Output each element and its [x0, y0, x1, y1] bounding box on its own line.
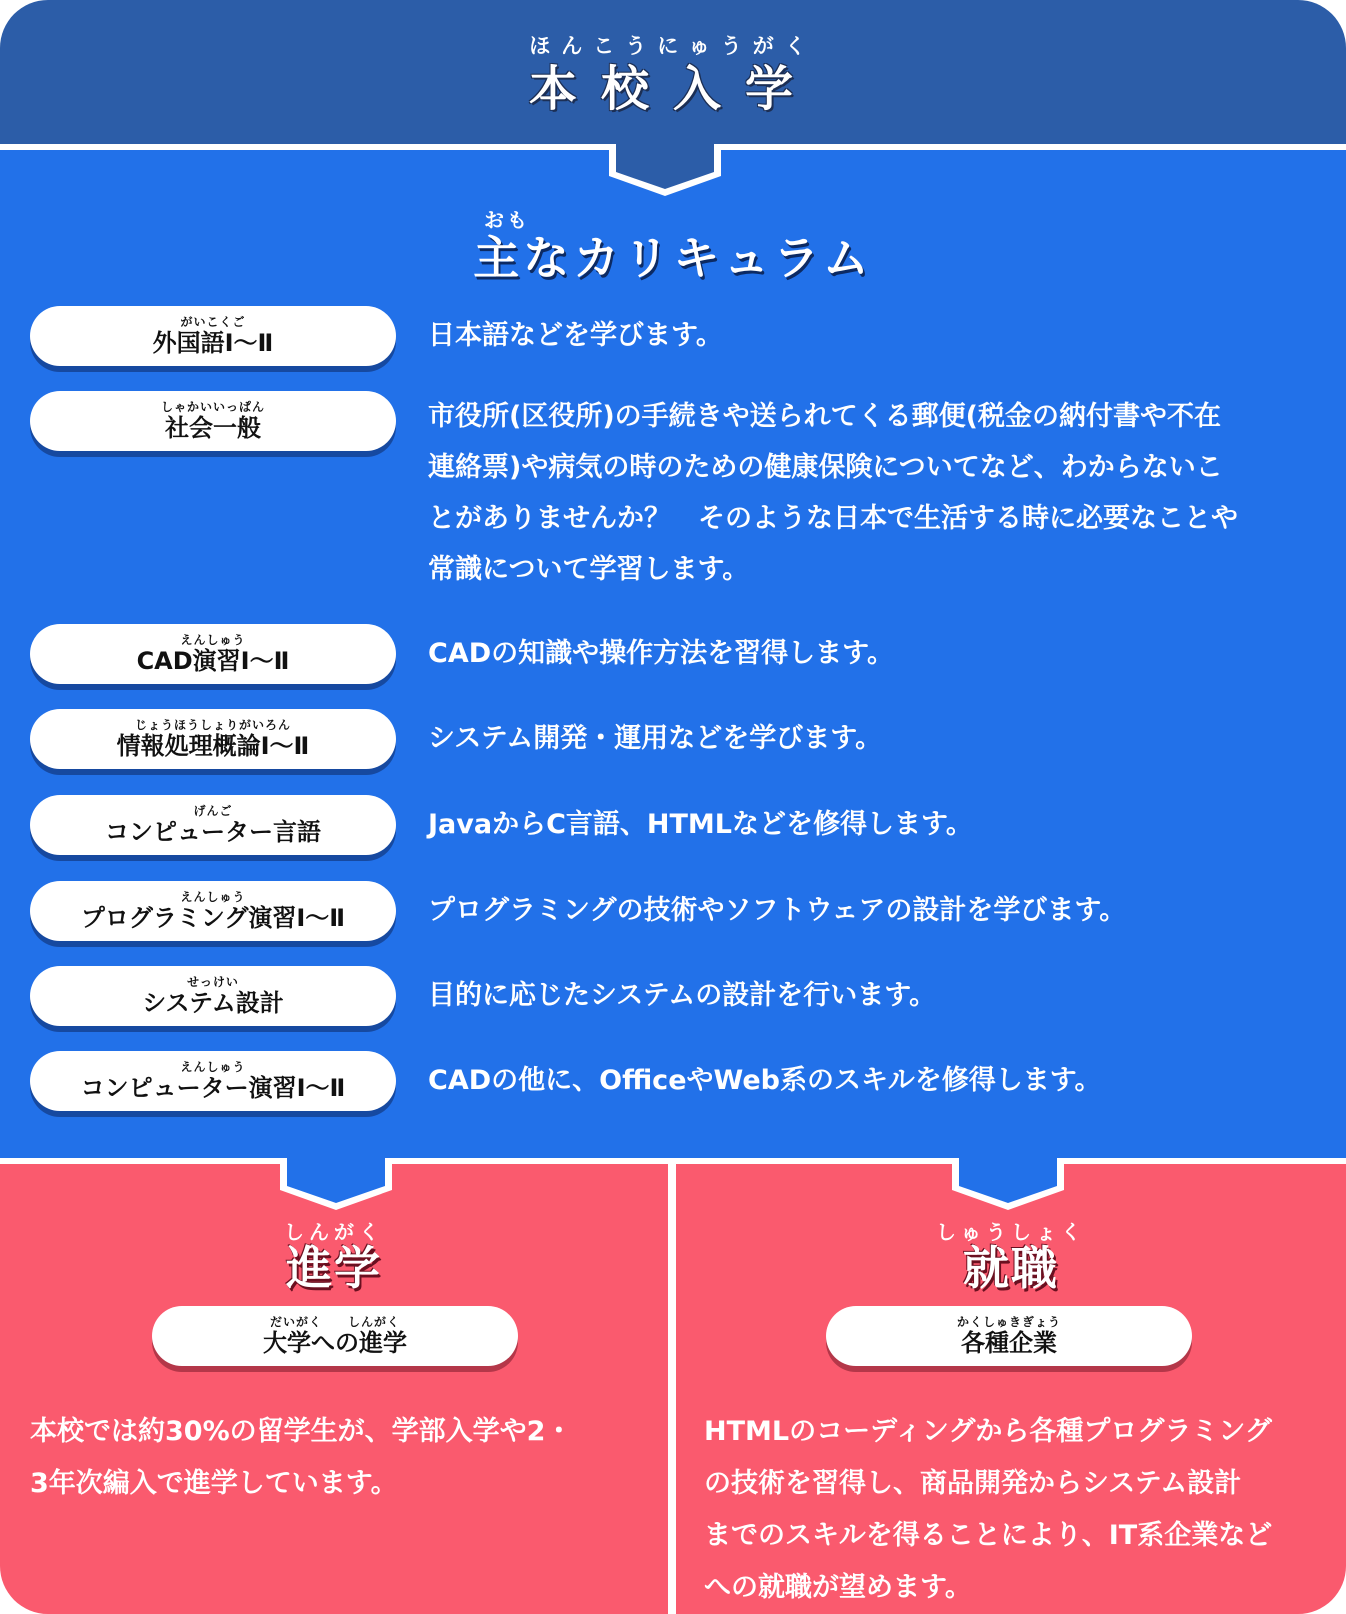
course-pill [30, 709, 396, 769]
description-line: とがありませんか？ そのような日本で生活する時に必要なことや [428, 503, 1238, 534]
description-line: 連絡票)や病気の時のための健康保険についてなど、わからないこ [428, 452, 1223, 483]
pill-ruby: だいがく しんがく [269, 1315, 400, 1329]
course-pill [30, 624, 396, 684]
pill-ruby: かくしゅきぎょう [956, 1315, 1061, 1329]
description-line: 目的に応じたシステムの設計を行います。 [428, 980, 937, 1011]
curriculum-ruby: おも [484, 208, 530, 232]
text-line: HTMLのコーディングから各種プログラミング [704, 1416, 1272, 1447]
description-line: プログラミングの技術やソフトウェアの設計を学びます。 [428, 895, 1127, 926]
description-line: CADの知識や操作方法を習得します。 [428, 638, 894, 669]
course-pill [30, 795, 396, 855]
text-line: への就職が望めます。 [704, 1572, 972, 1603]
course-pill [30, 881, 396, 941]
course-name: コンピューター演習Ⅰ～Ⅱ [80, 1074, 346, 1102]
description-line: JavaからC言語、HTMLなどを修得します。 [428, 809, 973, 840]
description-line: 市役所(区役所)の手続きや送られてくる郵便(税金の納付書や不在 [428, 401, 1222, 432]
pill-label: 各種企業 [961, 1329, 1057, 1357]
page-title: 本校入学 [528, 61, 817, 117]
further-education-text [30, 1406, 572, 1510]
course-pill [30, 966, 396, 1026]
employment-section [676, 1164, 1346, 1614]
course-description [428, 391, 1318, 595]
course-pill [30, 391, 396, 451]
curriculum-title: 主なカリキュラム [473, 231, 873, 285]
text-line: 3年次編入で進学しています。 [30, 1468, 398, 1499]
course-pill [30, 1051, 396, 1111]
course-description [428, 628, 1318, 679]
course-name: コンピューター言語 [105, 818, 321, 846]
course-description [428, 799, 1318, 850]
course-description [428, 713, 1318, 764]
course-description [428, 885, 1318, 936]
course-ruby: しゃかいいっぱん [160, 400, 265, 414]
employment-text [704, 1406, 1272, 1614]
course-ruby: じょうほうしょりがいろん [134, 718, 291, 732]
course-description [428, 970, 1318, 1021]
text-line: 本校では約30%の留学生が、学部入学や2・ [30, 1416, 573, 1447]
description-line: 常識について学習します。 [428, 554, 750, 585]
course-ruby: えんしゅう [180, 890, 246, 904]
course-pill [30, 306, 396, 366]
pill-label: 大学への進学 [263, 1329, 407, 1357]
further-education-pill [152, 1306, 518, 1366]
course-ruby: せっけい [187, 975, 239, 989]
employment-title: 就職 [963, 1241, 1059, 1295]
text-line: までのスキルを得ることにより、IT系企業など [704, 1520, 1273, 1551]
employment-pill [826, 1306, 1192, 1366]
description-line: システム開発・運用などを学びます。 [428, 723, 883, 754]
course-name: 社会一般 [165, 414, 261, 442]
course-name: プログラミング演習Ⅰ～Ⅱ [80, 904, 346, 932]
course-description [428, 310, 1318, 361]
course-name: 情報処理概論Ⅰ～Ⅱ [116, 732, 310, 760]
description-line: 日本語などを学びます。 [428, 320, 723, 351]
text-line: の技術を習得し、商品開発からシステム設計 [704, 1468, 1242, 1499]
employment-arrow-notch [934, 1158, 1082, 1216]
course-ruby: げんご [193, 804, 233, 818]
course-ruby: えんしゅう [180, 633, 246, 647]
employment-ruby: しゅうしょく [936, 1220, 1086, 1244]
course-ruby: えんしゅう [180, 1060, 246, 1074]
further-education-section [0, 1164, 668, 1614]
course-name: CAD演習Ⅰ～Ⅱ [136, 647, 290, 675]
course-ruby: がいこくご [180, 315, 246, 329]
header-ruby: ほんこうにゅうがく [529, 34, 817, 58]
further-education-ruby: しんがく [284, 1220, 384, 1244]
course-name: システム設計 [142, 989, 284, 1017]
header-banner [0, 0, 1346, 144]
bottom-divider [668, 1158, 676, 1614]
header-arrow-notch [590, 144, 740, 202]
further-education-arrow-notch [262, 1158, 410, 1216]
description-line: CADの他に、OfficeやWeb系のスキルを修得します。 [428, 1065, 1102, 1096]
further-education-title: 進学 [286, 1241, 382, 1295]
course-name: 外国語Ⅰ～Ⅱ [152, 329, 274, 357]
course-description [428, 1055, 1318, 1106]
